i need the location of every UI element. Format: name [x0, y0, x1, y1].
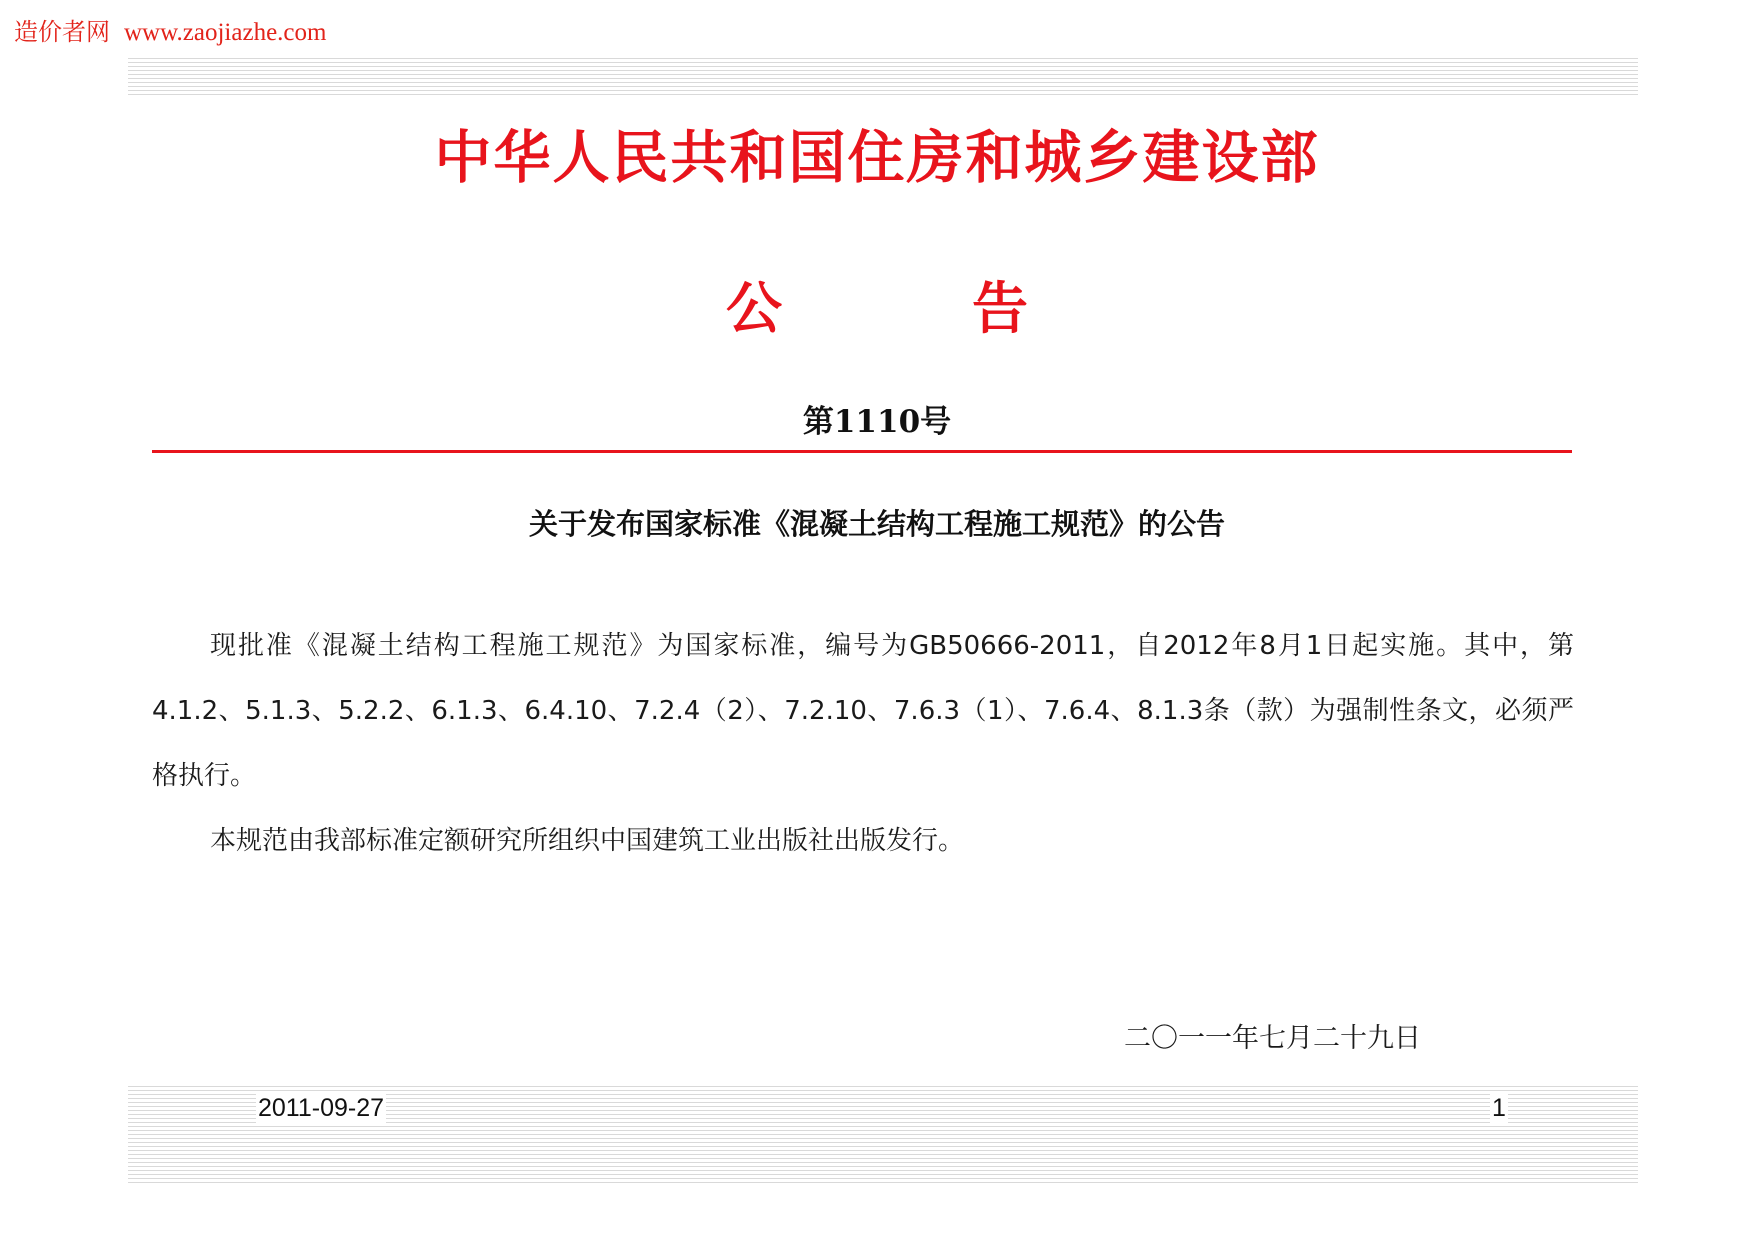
notice-heading: [0, 265, 1754, 345]
red-divider: [152, 450, 1572, 453]
footer-date: 2011-09-27: [258, 1094, 385, 1122]
notice-char-right: 告: [972, 276, 1028, 342]
watermark-site-name: 造价者网: [14, 18, 110, 46]
body-paragraph-2: 本规范由我部标准定额研究所组织中国建筑工业出版社出版发行。: [210, 826, 965, 856]
header-stripe: [128, 58, 1638, 96]
signature-date: 二〇一一年七月二十九日: [1124, 1023, 1421, 1054]
notice-number: 第1110号: [802, 404, 952, 440]
site-watermark: [14, 12, 326, 47]
watermark-url: www.zaojiazhe.com: [124, 19, 327, 46]
notice-subject: 关于发布国家标准《混凝土结构工程施工规范》的公告: [528, 507, 1225, 541]
notice-char-left: 公: [726, 276, 782, 342]
body-paragraph-1: 现批准《混凝土结构工程施工规范》为国家标准，编号为GB50666-2011，自2012年8月1日起实施。其中，第4.1.2、5.1.3、5.2.2、6.1.3、6.4.10、7.2.4（2）、7.2.10、7.6.3（1）、7.6.4、8.1.3条（款）为强制性条文，必须严格执行。: [152, 631, 1574, 791]
page-number: 1: [1492, 1094, 1506, 1122]
ministry-title: 中华人民共和国住房和城乡建设部: [434, 124, 1320, 191]
